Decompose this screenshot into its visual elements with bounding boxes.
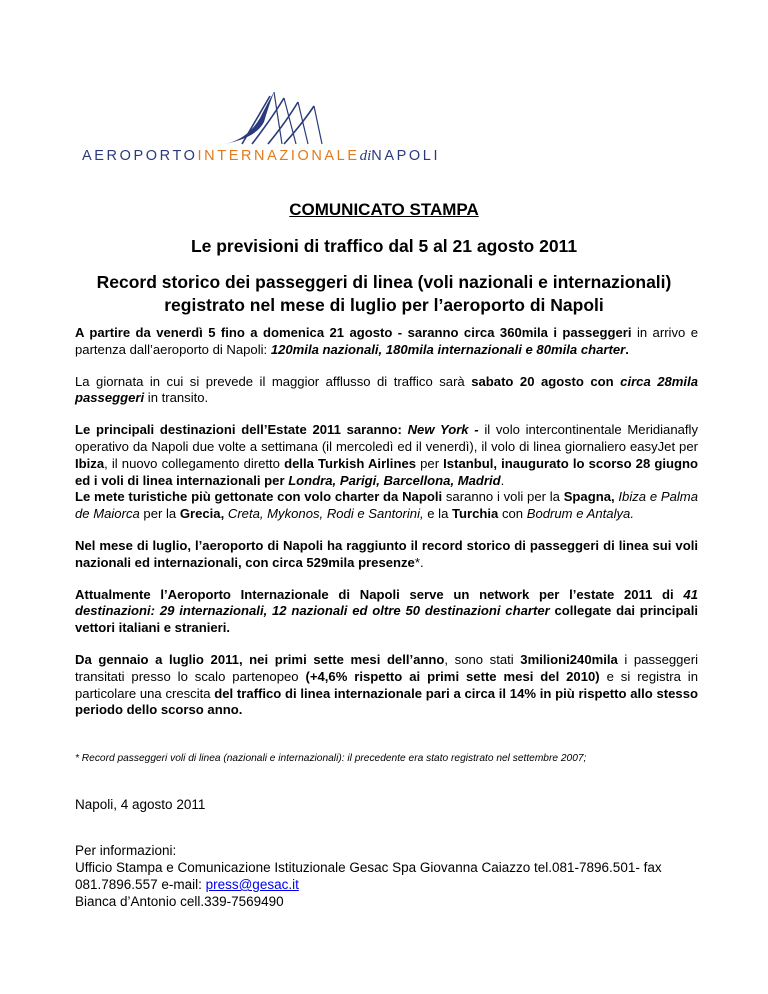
paragraph-network: Attualmente l’Aeroporto Internazionale di Napoli serve un network per l’estate 2011 di 41 destinazioni: 29 internazionali, 12 nazionali ed oltre 50 destinazioni charter collegate dai principali vettori italiani e stranieri. bbox=[75, 586, 698, 636]
sails-logo-icon bbox=[222, 88, 332, 146]
press-release-heading: COMUNICATO STAMPA bbox=[289, 200, 479, 219]
logo-wordmark: AEROPORTOINTERNAZIONALEdiNAPOLI bbox=[82, 148, 441, 164]
paragraph-charter: Le mete turistiche più gettonate con volo charter da Napoli saranno i voli per la Spagna, Ibiza e Palma de Maiorca per la Grecia, Creta, Mykonos, Rodi e Santorini, e la Turchia con Bodrum e Antalya. bbox=[75, 489, 698, 522]
footnote: * Record passeggeri voli di linea (nazionali e internazionali): il precedente era stato registrato nel settembre 2007; bbox=[75, 753, 587, 764]
paragraph-july-record: Nel mese di luglio, l’aeroporto di Napoli ha raggiunto il record storico di passeggeri di linea sui voli nazionali ed internazionali, con circa 529mila presenze*. bbox=[75, 537, 698, 570]
paragraph-ytd: Da gennaio a luglio 2011, nei primi sette mesi dell’anno, sono stati 3milioni240mila i passeggeri transitati presso lo scalo partenopeo (+4,6% rispetto ai primi sette mesi del 2010) e si registra in particolare una crescita del traffico di linea internazionale pari a circa il 14% in più rispetto allo stesso periodo dello scorso anno. bbox=[75, 651, 698, 718]
paragraph-peak-day: La giornata in cui si prevede il maggior afflusso di traffico sarà sabato 20 agosto con circa 28mila passeggeri in transito. bbox=[75, 373, 698, 406]
contact-heading: Per informazioni: bbox=[75, 843, 177, 858]
record-heading: Record storico dei passeggeri di linea (voli nazionali e internazionali) registrato nel mese di luglio per l’aeroporto di Napoli bbox=[96, 272, 672, 315]
airport-logo bbox=[82, 88, 452, 168]
contact-info bbox=[75, 842, 705, 910]
contact-line-mobile: Bianca d’Antonio cell.339-7569490 bbox=[75, 894, 284, 909]
article-body bbox=[75, 325, 698, 734]
release-date: Napoli, 4 agosto 2011 bbox=[75, 797, 206, 812]
paragraph-destinations: Le principali destinazioni dell’Estate 2011 saranno: New York - il volo intercontinentale Meridianafly operativo da Napoli due volte a settimana (il mercoledì ed il venerdì), il volo di linea giornaliero easyJet per Ibiza, il nuovo collegamento diretto della Turkish Airlines per Istanbul, inaugurato lo scorso 28 giugno ed i voli di linea internazionali per Londra, Parigi, Barcellona, Madrid. bbox=[75, 422, 698, 488]
email-link[interactable]: press@gesac.it bbox=[205, 877, 299, 892]
paragraph-passengers: A partire da venerdì 5 fino a domenica 21 agosto - saranno circa 360mila i passeggeri in arrivo e partenza dall’aeroporto di Napoli: 120mila nazionali, 180mila internazionali e 80mila charter. bbox=[75, 325, 698, 357]
forecast-heading: Le previsioni di traffico dal 5 al 21 agosto 2011 bbox=[190, 236, 578, 256]
contact-line-press-office: Ufficio Stampa e Comunicazione Istituzionale Gesac Spa Giovanna Caiazzo tel.081-7896.501- fax 081.7896.557 e-mail: press@gesac.it bbox=[75, 860, 662, 892]
